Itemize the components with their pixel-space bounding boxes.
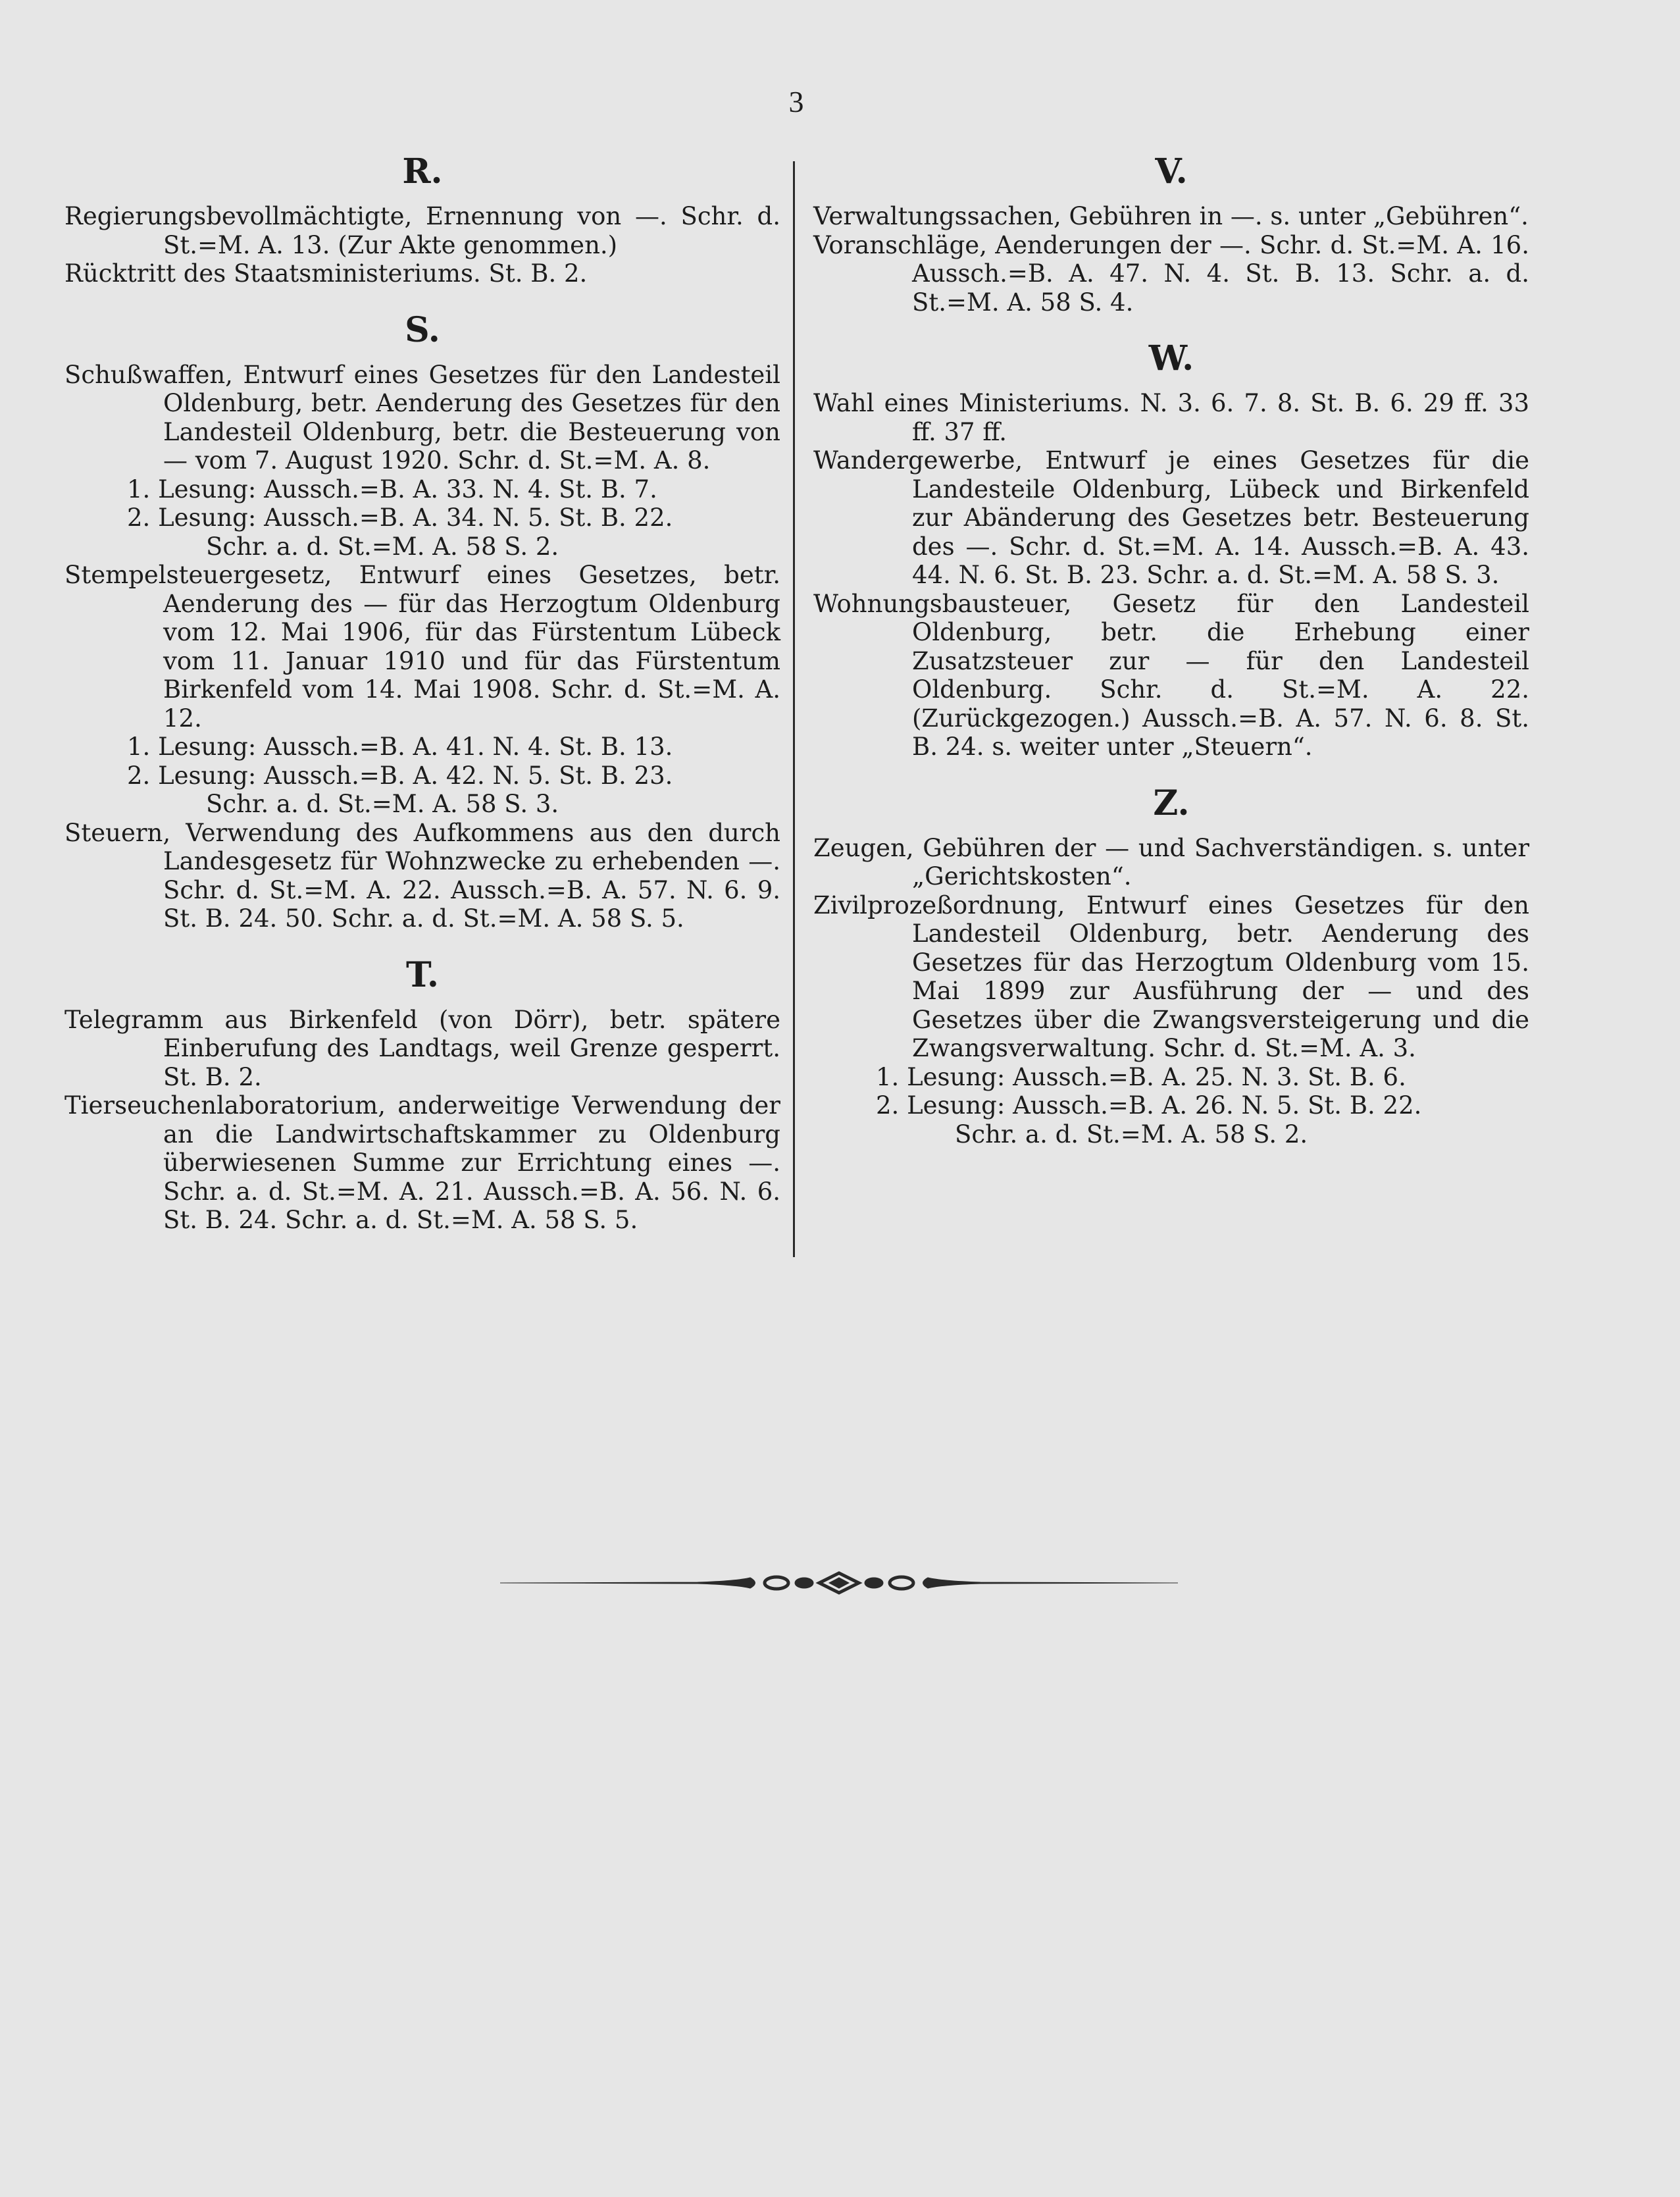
section-heading-s: S. [405, 309, 440, 350]
index-entry: Wandergewerbe, Entwurf je eines Gesetzes für die Landesteile Oldenburg, Lübeck und Birkenfeld zur Abänderung des Gesetzes betr. Besteuerung des —. Schr. d. St.=M. A. 14. Aussch.=B. A. 43. 44. N. 6. St. B. 23. Schr. a. d. St.=M. A. 58 S. 3. [813, 446, 1529, 589]
section-heading-t: T. [405, 954, 440, 995]
index-entry: Voranschläge, Aenderungen der —. Schr. d. St.=M. A. 16. Aussch.=B. A. 47. N. 4. St. B. 13. Schr. a. d. St.=M. A. 58 S. 4. [813, 230, 1529, 317]
column-divider [793, 161, 795, 1257]
page-number: 3 [788, 85, 804, 118]
section-heading-v: V. [1155, 151, 1188, 192]
index-entry: Steuern, Verwendung des Aufkommens aus den durch Landesgesetz für Wohnzwecke zu erhebenden —. Schr. d. St.=M. A. 22. Aussch.=B. A. 57. N. 6. 9. St. B. 24. 50. Schr. a. d. St.=M. A. 58 S. 5. [64, 818, 780, 933]
reading-line: Schr. a. d. St.=M. A. 58 S. 3. [206, 790, 559, 818]
section-heading-z: Z. [1153, 783, 1190, 823]
section-heading-r: R. [402, 151, 443, 192]
reading-line: 1. Lesung: Aussch.=B. A. 41. N. 4. St. B. 13. [127, 733, 673, 761]
index-entry: Zeugen, Gebühren der — und Sachverständigen. s. unter „Gerichtskosten“. [813, 833, 1529, 891]
index-entry: Telegramm aus Birkenfeld (von Dörr), betr. spätere Einberufung des Landtags, weil Grenze gesperrt. St. B. 2. [64, 1005, 780, 1091]
index-entry: Rücktritt des Staatsministeriums. St. B. 2. [64, 259, 588, 288]
reading-line: 2. Lesung: Aussch.=B. A. 26. N. 5. St. B. 22. [876, 1091, 1422, 1120]
index-entry: Wahl eines Ministeriums. N. 3. 6. 7. 8. St. B. 6. 29 ff. 33 ff. 37 ff. [813, 389, 1529, 446]
index-entry: Zivilprozeßordnung, Entwurf eines Gesetzes für den Landesteil Oldenburg, betr. Aenderung des Gesetzes für das Herzogtum Oldenburg vom 15. Mai 1899 zur Ausführung der — und des Gesetzes über die Zwangsversteigerung und die Zwangsverwaltung. Schr. d. St.=M. A. 3. [813, 891, 1529, 1062]
index-entry: Schußwaffen, Entwurf eines Gesetzes für den Landesteil Oldenburg, betr. Aenderung des Gesetzes für den Landesteil Oldenburg, betr. die Besteuerung von — vom 7. August 1920. Schr. d. St.=M. A. 8. [64, 360, 780, 475]
reading-line: 1. Lesung: Aussch.=B. A. 25. N. 3. St. B. 6. [876, 1062, 1406, 1091]
left-column [64, 142, 780, 1235]
reading-line: Schr. a. d. St.=M. A. 58 S. 2. [206, 532, 559, 561]
reading-line: 2. Lesung: Aussch.=B. A. 42. N. 5. St. B. 23. [127, 761, 673, 790]
right-column [813, 142, 1529, 1149]
index-entry: Wohnungsbausteuer, Gesetz für den Landesteil Oldenburg, betr. die Erhebung einer Zusatzsteuer zur — für den Landesteil Oldenburg. Schr. d. St.=M. A. 22. (Zurückgezogen.) Aussch.=B. A. 57. N. 6. 8. St. B. 24. s. weiter unter „Steuern“. [813, 589, 1529, 761]
section-heading-w: W. [1148, 338, 1194, 378]
index-entry: Tierseuchenlaboratorium, anderweitige Verwendung der an die Landwirtschaftskammer zu Oldenburg überwiesenen Summe zur Errichtung eines —. Schr. a. d. St.=M. A. 21. Aussch.=B. A. 56. N. 6. St. B. 24. Schr. a. d. St.=M. A. 58 S. 5. [64, 1091, 780, 1234]
end-ornament-icon [500, 1570, 1178, 1596]
index-entry: Regierungsbevollmächtigte, Ernennung von —. Schr. d. St.=M. A. 13. (Zur Akte genommen.) [64, 202, 780, 259]
index-entry: Stempelsteuergesetz, Entwurf eines Gesetzes, betr. Aenderung des — für das Herzogtum Oldenburg vom 12. Mai 1906, für das Fürstentum Lübeck vom 11. Januar 1910 und für das Fürstentum Birkenfeld vom 14. Mai 1908. Schr. d. St.=M. A. 12. [64, 561, 780, 733]
reading-line: Schr. a. d. St.=M. A. 58 S. 2. [955, 1120, 1308, 1149]
reading-line: 1. Lesung: Aussch.=B. A. 33. N. 4. St. B. 7. [127, 475, 657, 504]
index-entry: Verwaltungssachen, Gebühren in —. s. unter „Gebühren“. [813, 202, 1529, 230]
reading-line: 2. Lesung: Aussch.=B. A. 34. N. 5. St. B. 22. [127, 504, 673, 532]
